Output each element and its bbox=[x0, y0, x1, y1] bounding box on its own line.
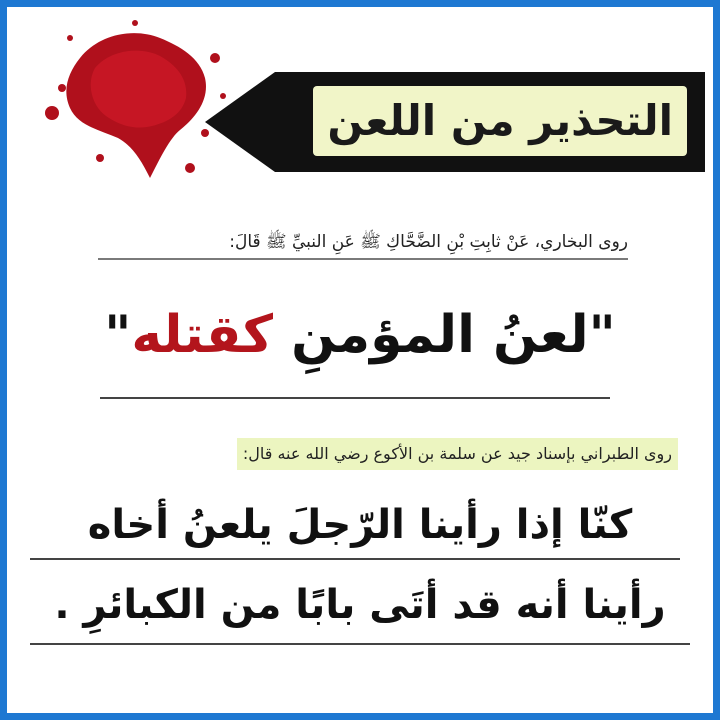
quote-close-mark: " bbox=[104, 305, 132, 365]
divider-line bbox=[30, 558, 680, 560]
hadith-line-2: رأينا أنه قد أتَى بابًا من الكبائرِ . bbox=[54, 582, 666, 628]
divider-line bbox=[100, 397, 610, 399]
title-banner bbox=[205, 72, 705, 172]
narration-tabarani: روى الطبراني بإسناد جيد عن سلمة بن الأكوع رضي الله عنه قال: bbox=[237, 438, 678, 470]
hadith-line-1: كنّا إذا رأينا الرّجلَ يلعنُ أخاه bbox=[87, 502, 633, 548]
page-title: التحذير من اللعن bbox=[313, 86, 687, 156]
quote-open-mark: " bbox=[588, 305, 616, 365]
blood-splatter-graphic bbox=[40, 18, 230, 188]
divider-line bbox=[30, 643, 690, 645]
quote-highlight-text: كقتله bbox=[131, 305, 273, 365]
narration-bukhari: روى البخاري، عَنْ ثابِتِ بْنِ الضَّحَّاكِ ﷺ عَنِ النبيِّ ﷺ قَالَ: bbox=[98, 226, 628, 260]
quote-main-text: لعنُ المؤمنِ bbox=[272, 305, 589, 365]
hadith-quote bbox=[40, 290, 680, 380]
